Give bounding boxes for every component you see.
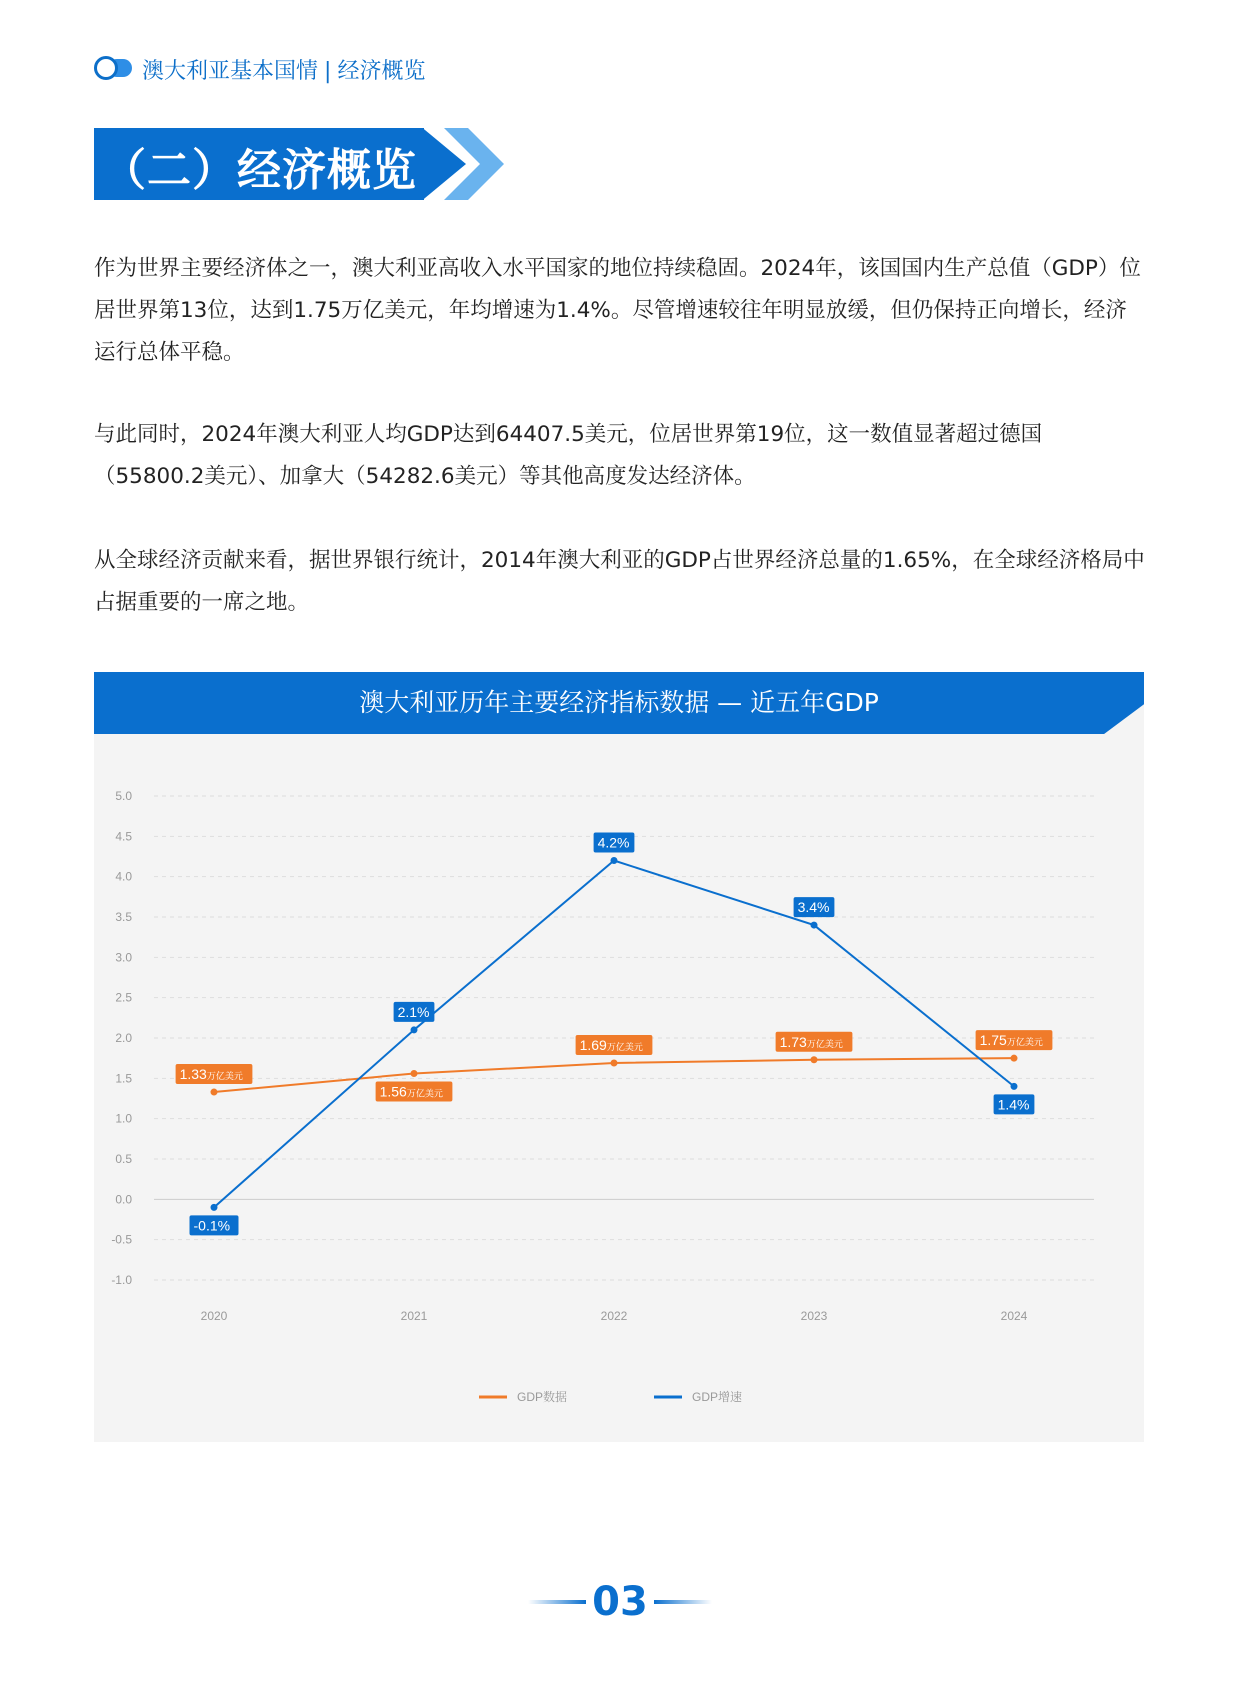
page-number-line-left xyxy=(528,1600,586,1604)
y-tick-label: 2.0 xyxy=(115,1031,132,1045)
gdp-line-chart xyxy=(94,734,1144,1442)
x-tick-label: 2020 xyxy=(200,1309,228,1323)
data-label: -0.1% xyxy=(193,1217,231,1234)
data-point xyxy=(411,1070,418,1077)
paragraph-global-share: 从全球经济贡献来看，据世界银行统计，2014年澳大利亚的GDP占世界经济总量的1.65%，在全球经济格局中占据重要的一席之地。 xyxy=(94,548,1145,615)
header-separator: | xyxy=(324,59,332,84)
chart-title: 澳大利亚历年主要经济指标数据 — 近五年GDP xyxy=(359,688,879,717)
data-point xyxy=(611,857,618,864)
page-number-line-right xyxy=(654,1600,712,1604)
data-label: 1.33万亿美元 xyxy=(179,1066,243,1083)
header-title xyxy=(142,54,425,85)
page-number-block xyxy=(520,1572,720,1632)
data-label: 4.2% xyxy=(597,834,630,851)
section-title: （二）经济概览 xyxy=(102,145,417,196)
section-banner xyxy=(94,128,484,200)
y-tick-label: -0.5 xyxy=(111,1232,132,1247)
paragraph-gdp-per-capita: 与此同时，2024年澳大利亚人均GDP达到64407.5美元，位居世界第19位，这一数值显著超过德国（55800.2美元）、加拿大（54282.6美元）等其他高度发达经济体。 xyxy=(94,422,1043,489)
y-tick-label: 2.5 xyxy=(115,990,132,1005)
y-tick-label: 3.5 xyxy=(115,910,132,924)
x-tick-label: 2022 xyxy=(600,1309,628,1323)
data-label: 1.73万亿美元 xyxy=(779,1033,843,1050)
data-label: 3.4% xyxy=(797,899,830,916)
header-title-left: 澳大利亚基本国情 xyxy=(142,59,319,84)
page-number: 03 xyxy=(592,1579,648,1625)
data-point xyxy=(411,1026,418,1033)
header-title-right: 经济概览 xyxy=(337,59,426,84)
data-point xyxy=(811,1056,818,1063)
x-tick-label: 2024 xyxy=(1000,1309,1028,1323)
data-point xyxy=(811,922,818,929)
series-line-growth xyxy=(214,861,1014,1208)
data-label: 1.69万亿美元 xyxy=(579,1037,643,1054)
legend-label: GDP数据 xyxy=(517,1390,568,1404)
data-point xyxy=(1011,1055,1018,1062)
y-tick-label: 0.0 xyxy=(115,1192,132,1207)
x-tick-label: 2021 xyxy=(400,1309,428,1323)
paragraph-gdp-overview: 作为世界主要经济体之一，澳大利亚高收入水平国家的地位持续稳固。2024年，该国国内生产总值（GDP）位居世界第13位，达到1.75万亿美元，年均增速为1.4%。尽管增速较往年明显放缓，但仍保持正向增长，经济运行总体平稳。 xyxy=(94,256,1141,365)
data-point xyxy=(211,1204,218,1211)
data-label: 1.4% xyxy=(997,1096,1030,1113)
logo-ring-icon xyxy=(94,56,118,80)
data-label: 1.56万亿美元 xyxy=(379,1083,443,1100)
y-tick-label: -1.0 xyxy=(111,1273,132,1287)
data-point xyxy=(1011,1083,1018,1090)
data-label: 2.1% xyxy=(397,1003,430,1020)
y-tick-label: 4.0 xyxy=(115,869,132,884)
y-tick-label: 1.5 xyxy=(115,1071,132,1086)
legend-label: GDP增速 xyxy=(692,1390,743,1404)
y-tick-label: 4.5 xyxy=(115,829,132,844)
data-point xyxy=(611,1060,618,1067)
y-tick-label: 3.0 xyxy=(115,950,132,965)
data-point xyxy=(211,1089,218,1096)
y-tick-label: 0.5 xyxy=(115,1152,132,1166)
y-tick-label: 1.0 xyxy=(115,1111,132,1126)
data-label: 1.75万亿美元 xyxy=(979,1032,1043,1049)
x-tick-label: 2023 xyxy=(800,1309,828,1323)
y-tick-label: 5.0 xyxy=(115,789,132,803)
header-logo xyxy=(94,56,134,80)
